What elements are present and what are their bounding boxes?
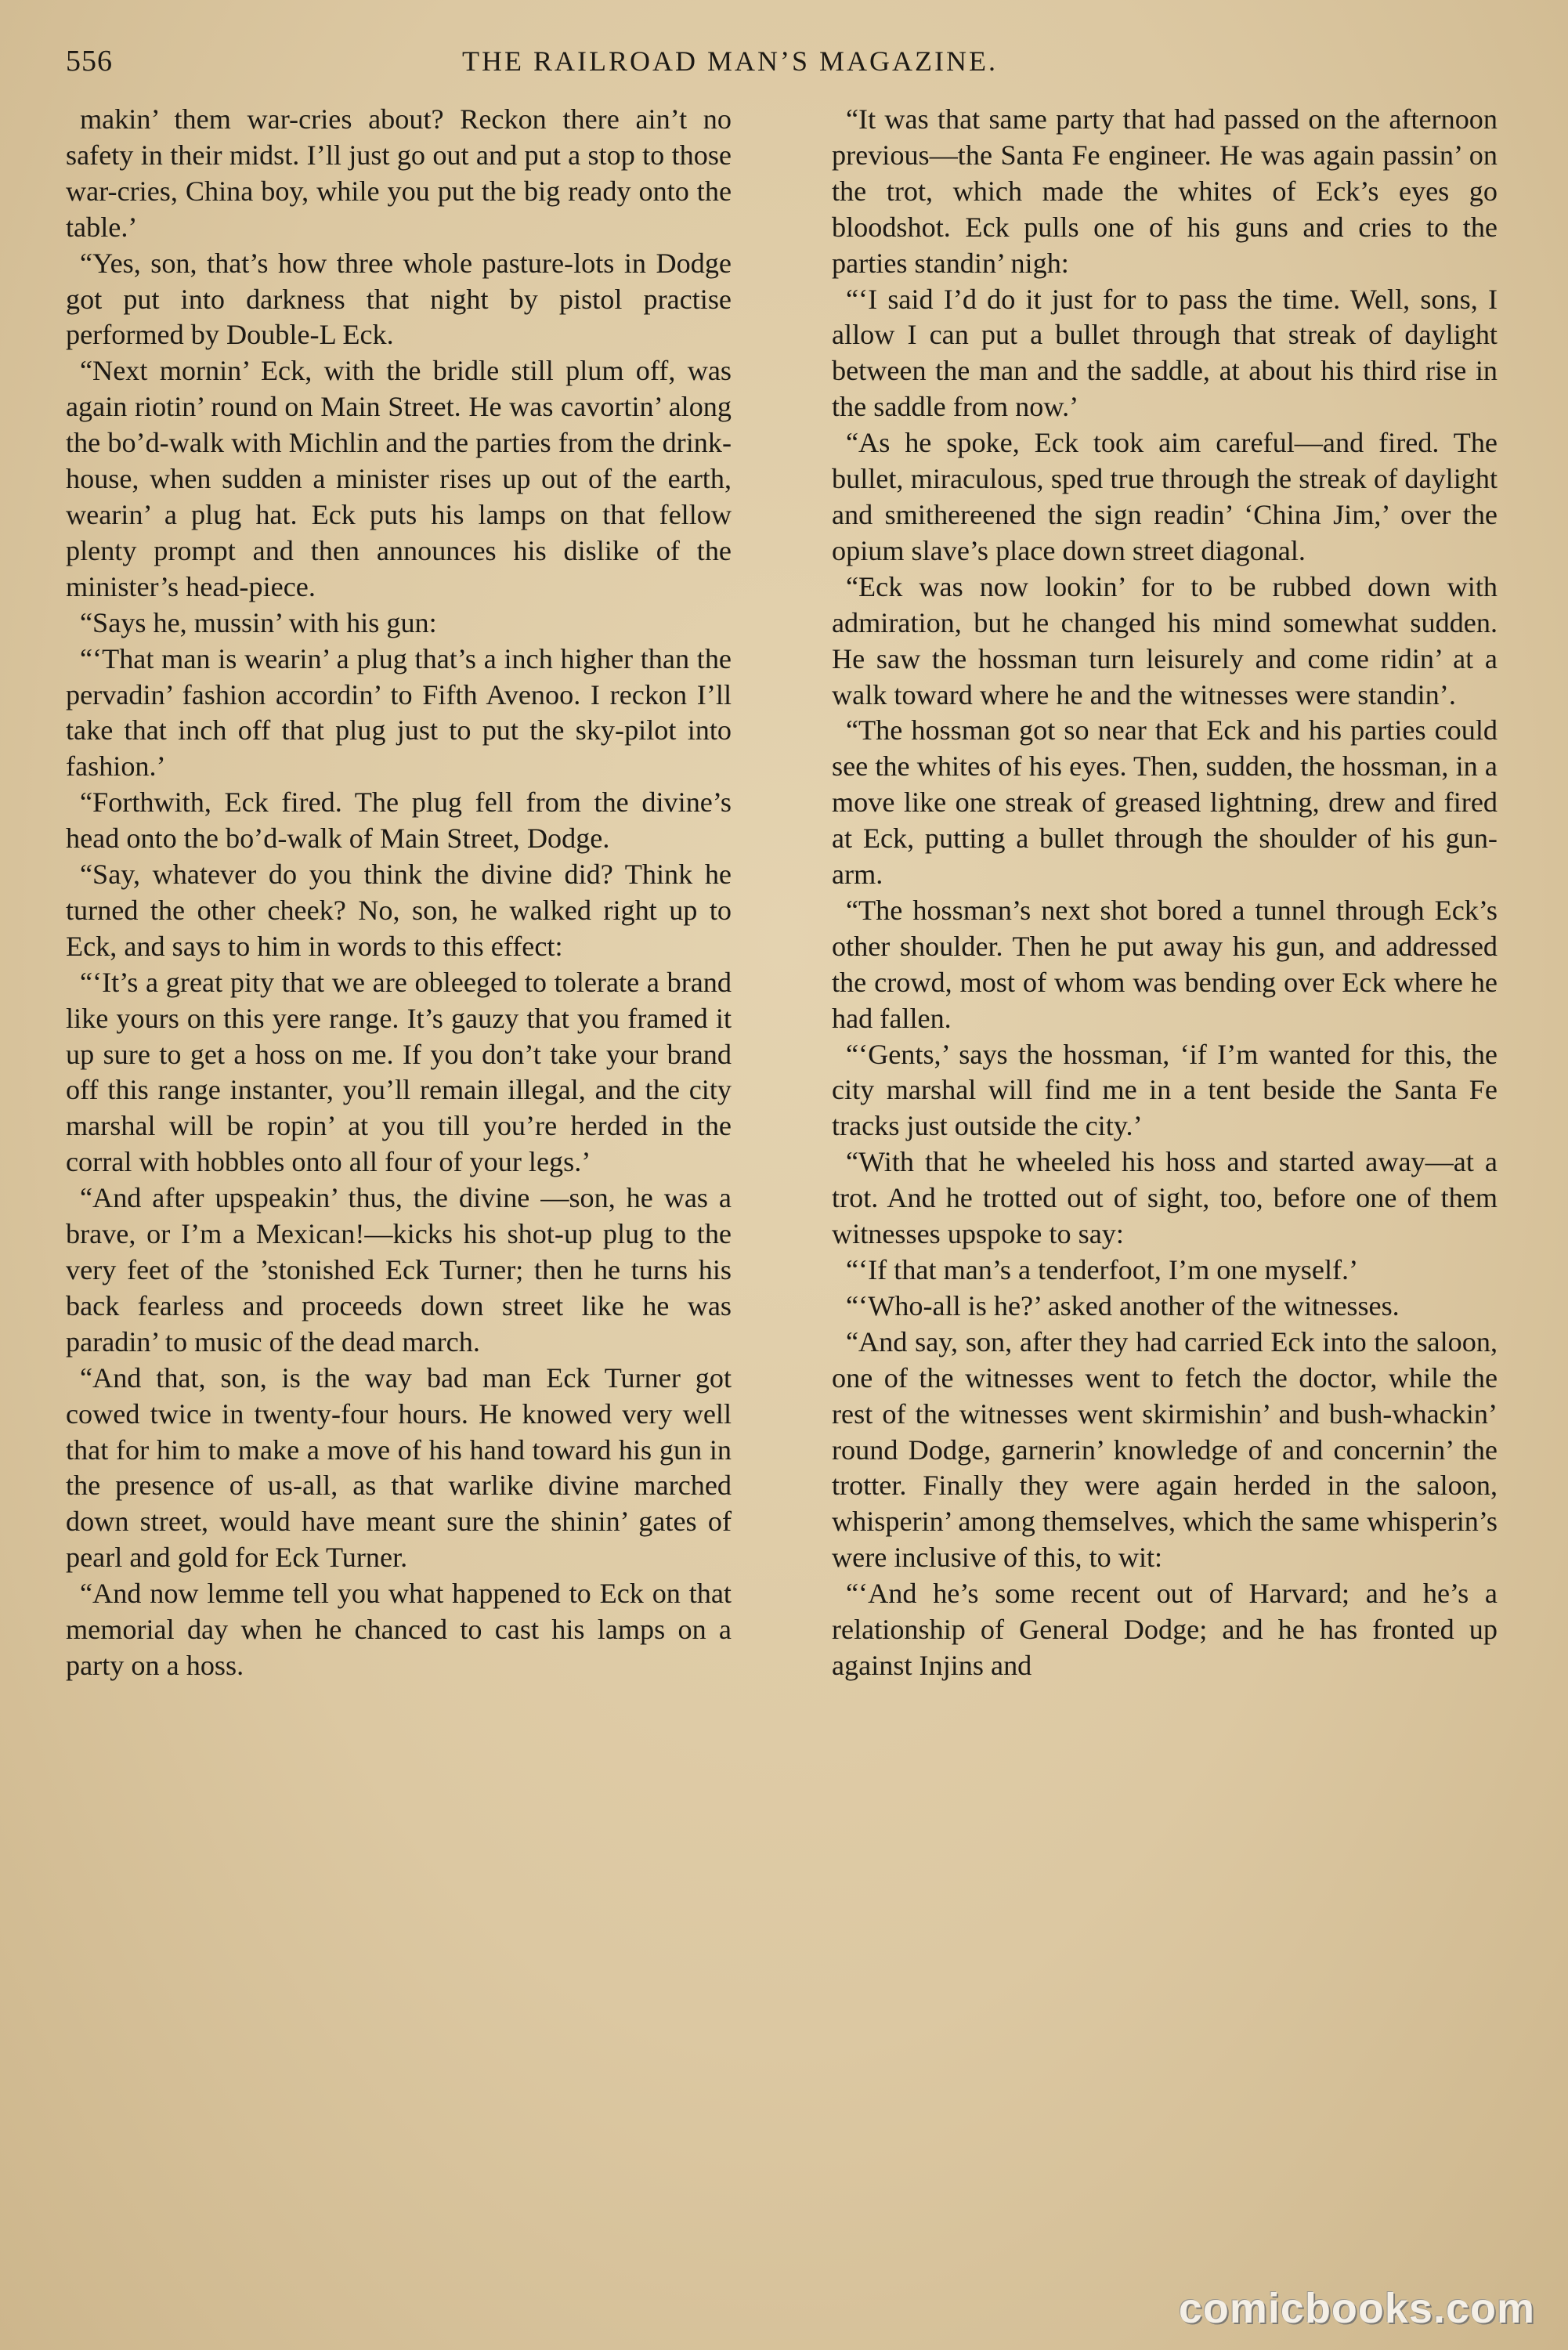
paragraph: “The hossman’s next shot bored a tunnel through Eck’s other shoulder. Then he put away his gun, and addressed the crowd, most of whom was bending over Eck where he had fallen. [832,894,1498,1034]
paragraph: “And say, son, after they had carried Eck into the saloon, one of the witnesses went to fetch the doctor, while the rest of the witnesses went skirmishin’ and bush-whackin’ round Dodge, garnerin’ knowledge of and concernin’ the trotter. Finally they were again herded in the saloon, whisperin’ among themselves, which the same whisperin’s were inclusive of this, to wit: [832,1325,1498,1574]
paragraph: “The hossman got so near that Eck and his parties could see the whites of his eyes. Then, sudden, the hossman, in a move like one streak of greased lightning, drew and fired at Eck, putting a bullet through the shoulder of his gun-arm. [832,714,1498,891]
paragraph: “Next mornin’ Eck, with the bridle still plum off, was again riotin’ round on Main Street. He was cavortin’ along the bo’d-walk with Michlin and the parties from the drink-house, when sudden a minister rises up out of the earth, wearin’ a plug hat. Eck puts his lamps on that fellow plenty prompt and then announces his dislike of the minister’s head-piece. [66,355,732,602]
paragraph: “‘It’s a great pity that we are obleeged to tolerate a brand like yours on this yere range. It’s gauzy that you framed it up sure to get a hoss on me. If you don’t take your brand off this range instanter, you’ll remain illegal, and the city marshal will be ropin’ at you till you’re herded in the corral with hobbles onto all four of your legs.’ [66,966,732,1178]
right-column [832,102,1498,1684]
paragraph: “‘If that man’s a tenderfoot, I’m one myself.’ [846,1254,1359,1285]
paragraph: “As he spoke, Eck took aim careful—and fired. The bullet, miraculous, sped true through the streak of daylight and smithereened the sign readin’ ‘China Jim,’ over the opium slave’s place down street diagonal. [832,427,1498,566]
paragraph: “It was that same party that had passed on the afternoon previous—the Santa Fe engineer. He was again passin’ on the trot, which made the whites of Eck’s eyes go bloodshot. Eck pulls one of his guns and cries to the parties standin’ nigh: [832,103,1498,279]
paragraph: makin’ them war-cries about? Reckon there ain’t no safety in their midst. I’ll just go out and put a stop to those war-cries, China boy, while you put the big ready onto the table.’ [66,103,732,243]
paragraph: “‘That man is wearin’ a plug that’s a inch higher than the pervadin’ fashion accordin’ to Fifth Avenoo. I reckon I’ll take that inch off that plug just to put the sky-pilot into fashion.’ [66,642,732,783]
paragraph: “Says he, mussin’ with his gun: [80,606,437,638]
paragraph: “And now lemme tell you what happened to Eck on that memorial day when he chanced to cast his lamps on a party on a hoss. [66,1578,732,1681]
paragraph: “‘I said I’d do it just for to pass the time. Well, sons, I allow I can put a bullet through that streak of daylight between the man and the saddle, at about his third rise in the saddle from now.’ [832,283,1498,423]
paragraph: “And after upspeakin’ thus, the divine —son, he was a brave, or I’m a Mexican!—kicks his shot-up plug to the very feet of the ’stonished Eck Turner; then he turns his back fearless and proceeds down street like he was paradin’ to music of the dead march. [66,1182,732,1358]
paragraph: “Forthwith, Eck fired. The plug fell from the divine’s head onto the bo’d-walk of Main Street, Dodge. [66,786,732,855]
watermark-logo: comicbooks.com [1178,2285,1535,2332]
paragraph: “‘Who-all is he?’ asked another of the witnesses. [846,1289,1400,1321]
paragraph: “With that he wheeled his hoss and started away—at a trot. And he trotted out of sight, too, before one of them witnesses upspoke to say: [832,1146,1498,1250]
paragraph: “Say, whatever do you think the divine did? Think he turned the other cheek? No, son, he walked right up to Eck, and says to him in words to this effect: [66,859,732,962]
page-number: 556 [66,45,113,78]
paragraph: “‘And he’s some recent out of Harvard; and he’s a relationship of General Dodge; and he has fronted up against Injins and [832,1578,1498,1681]
magazine-title: THE RAILROAD MAN’S MAGAZINE. [462,45,998,77]
left-column [66,102,732,1684]
paragraph: “And that, son, is the way bad man Eck Turner got cowed twice in twenty-four hours. He knowed very well that for him to make a move of his hand toward his gun in the presence of us-all, as that warlike divine marched down street, would have meant sure the shinin’ gates of pearl and gold for Eck Turner. [66,1361,732,1574]
paragraph: “Eck was now lookin’ for to be rubbed down with admiration, but he changed his mind somewhat sudden. He saw the hossman turn leisurely and come ridin’ at a walk toward where he and the witnesses were standin’. [832,570,1498,710]
text-columns [66,102,1498,1684]
running-head [66,44,1498,89]
paragraph: “Yes, son, that’s how three whole pasture-lots in Dodge got put into darkness that night by pistol practise performed by Double-L Eck. [66,247,732,351]
paragraph: “‘Gents,’ says the hossman, ‘if I’m wanted for this, the city marshal will find me in a tent beside the Santa Fe tracks just outside the city.’ [832,1038,1498,1142]
